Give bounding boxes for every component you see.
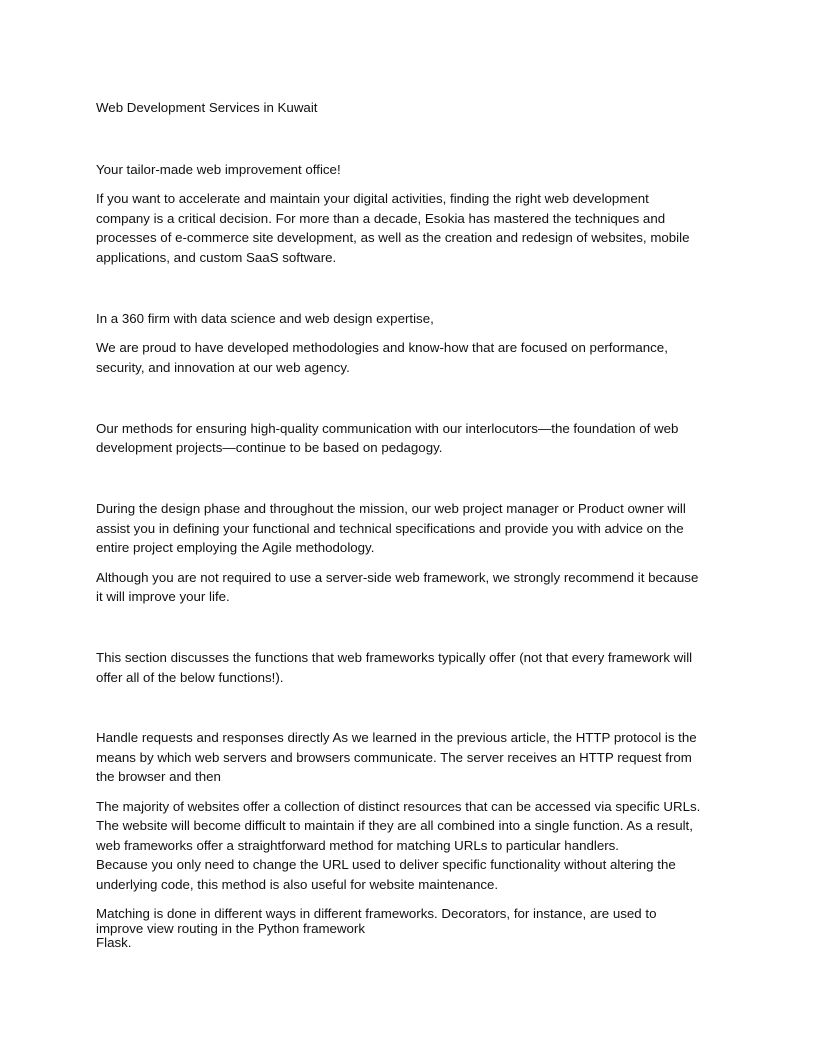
paragraph-line: Because you only need to change the URL used to deliver specific functionality without altering the [96,857,676,872]
paragraph-line: it will improve your life. [96,589,230,604]
paragraph-line: means by which web servers and browsers communicate. The server receives an HTTP request from [96,749,692,765]
paragraph-line: underlying code, this method is also useful for website maintenance. [96,876,499,892]
paragraph-line: This section discusses the functions that web frameworks typically offer (not that every framework will [96,650,693,665]
paragraph-line: company is a critical decision. For more than a decade, Esokia has mastered the techniques and [96,210,666,226]
paragraph-line: During the design phase and throughout the mission, our web project manager or Product owner will [96,501,686,516]
document-title: Web Development Services in Kuwait [96,100,318,115]
paragraph-line: improve view routing in the Python framework [96,921,366,936]
paragraph-line: We are proud to have developed methodologies and know-how that are focused on performance, [96,340,668,355]
paragraph-line: the browser and then [96,769,221,784]
paragraph-line: Handle requests and responses directly As we learned in the previous article, the HTTP protocol is the [96,730,697,745]
paragraph-line: The website will become difficult to maintain if they are all combined into a single function. As a result, [96,818,693,833]
tagline: Your tailor-made web improvement office! [96,162,341,177]
paragraph-line: security, and innovation at our web agency. [96,359,350,375]
paragraph-line: Our methods for ensuring high-quality communication with our interlocutors—the foundation of web [96,420,679,436]
paragraph-line: assist you in defining your functional and technical specifications and provide you with advice on the [96,520,684,536]
paragraph-line: web frameworks offer a straightforward method for matching URLs to particular handlers. [96,837,619,853]
paragraph-line: Matching is done in different ways in different frameworks. Decorators, for instance, are used to [96,906,657,921]
paragraph-line: applications, and custom SaaS software. [96,249,337,265]
paragraph-line: In a 360 firm with data science and web design expertise, [96,311,434,326]
paragraph-line: If you want to accelerate and maintain your digital activities, finding the right web development [96,191,649,206]
paragraph-line: entire project employing the Agile methodology. [96,540,375,555]
paragraph-line: processes of e-commerce site development, as well as the creation and redesign of websites, mobile [96,230,690,245]
paragraph-line: offer all of the below functions!). [96,669,284,685]
paragraph-line: The majority of websites offer a collection of distinct resources that can be accessed via specific URLs. [96,798,701,814]
paragraph-line: Although you are not required to use a server-side web framework, we strongly recommend it because [96,569,699,585]
paragraph-line: development projects—continue to be based on pedagogy. [96,440,443,455]
paragraph-line: Flask. [96,935,132,950]
